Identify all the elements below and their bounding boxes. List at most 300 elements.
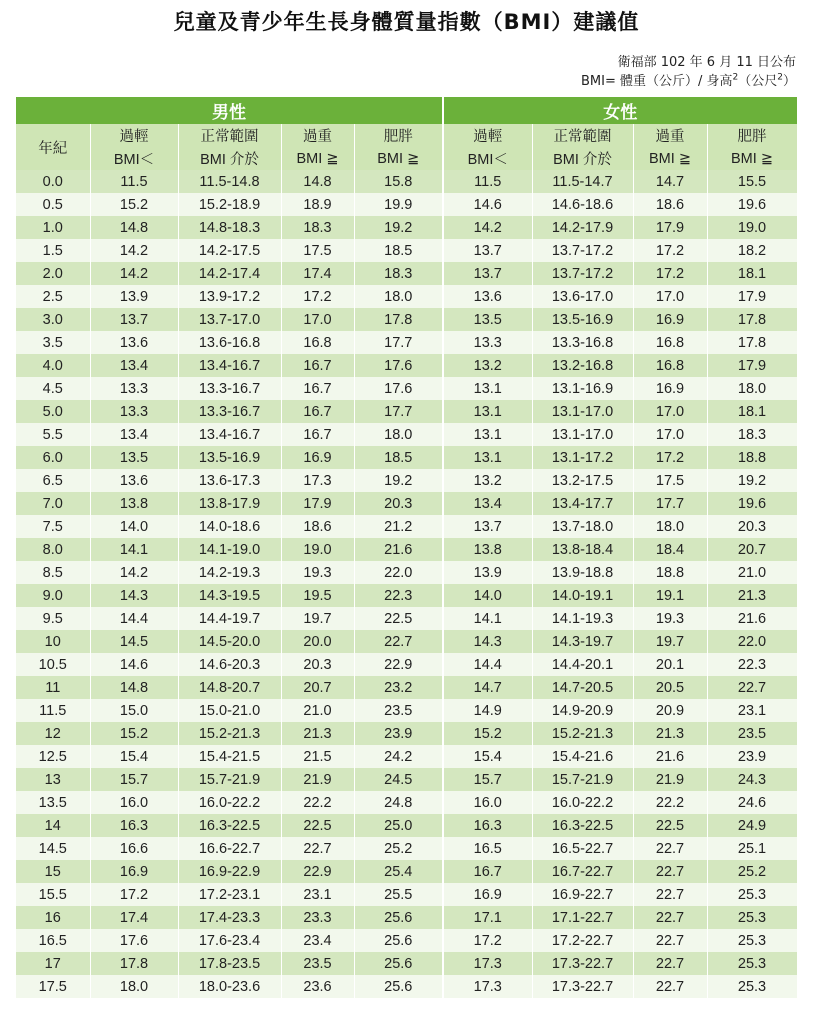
female-underweight-cell: 13.6 — [443, 285, 532, 308]
female-normal-cell: 15.7-21.9 — [532, 768, 633, 791]
category-header-row — [16, 124, 797, 147]
female-normal-cell: 14.9-20.9 — [532, 699, 633, 722]
female-overweight-cell: 21.6 — [633, 745, 707, 768]
male-normal-criteria: BMI 介於 — [178, 147, 281, 170]
male-obese-cell: 21.2 — [354, 515, 443, 538]
female-underweight-header: 過輕 — [443, 124, 532, 147]
table-row — [16, 906, 797, 929]
criteria-header-row — [16, 147, 797, 170]
age-cell: 10 — [16, 630, 90, 653]
female-header: 女性 — [443, 97, 797, 124]
female-underweight-criteria: BMI＜ — [443, 147, 532, 170]
age-cell: 4.5 — [16, 377, 90, 400]
female-underweight-cell: 14.9 — [443, 699, 532, 722]
female-obese-cell: 24.3 — [707, 768, 797, 791]
male-underweight-cell: 13.6 — [90, 331, 178, 354]
table-row — [16, 469, 797, 492]
male-obese-cell: 17.7 — [354, 331, 443, 354]
male-underweight-cell: 11.5 — [90, 170, 178, 193]
male-overweight-cell: 19.0 — [281, 538, 354, 561]
female-overweight-cell: 22.7 — [633, 883, 707, 906]
male-overweight-cell: 21.0 — [281, 699, 354, 722]
male-overweight-cell: 23.6 — [281, 975, 354, 998]
male-underweight-cell: 13.4 — [90, 354, 178, 377]
female-overweight-cell: 16.9 — [633, 308, 707, 331]
table-row — [16, 860, 797, 883]
female-obese-cell: 25.3 — [707, 883, 797, 906]
table-row — [16, 929, 797, 952]
male-overweight-cell: 17.4 — [281, 262, 354, 285]
female-underweight-cell: 13.1 — [443, 423, 532, 446]
female-overweight-cell: 17.5 — [633, 469, 707, 492]
female-normal-cell: 13.1-17.2 — [532, 446, 633, 469]
male-normal-cell: 14.1-19.0 — [178, 538, 281, 561]
male-obese-cell: 25.2 — [354, 837, 443, 860]
female-obese-cell: 18.3 — [707, 423, 797, 446]
male-underweight-cell: 14.1 — [90, 538, 178, 561]
age-cell: 9.5 — [16, 607, 90, 630]
male-underweight-cell: 15.2 — [90, 722, 178, 745]
male-overweight-cell: 17.2 — [281, 285, 354, 308]
male-overweight-cell: 17.5 — [281, 239, 354, 262]
female-underweight-cell: 13.2 — [443, 354, 532, 377]
age-cell: 13.5 — [16, 791, 90, 814]
female-normal-cell: 11.5-14.7 — [532, 170, 633, 193]
male-normal-cell: 14.3-19.5 — [178, 584, 281, 607]
female-normal-cell: 13.7-17.2 — [532, 262, 633, 285]
male-normal-cell: 13.7-17.0 — [178, 308, 281, 331]
male-underweight-cell: 14.2 — [90, 561, 178, 584]
age-cell: 8.0 — [16, 538, 90, 561]
male-obese-cell: 25.6 — [354, 952, 443, 975]
female-underweight-cell: 13.1 — [443, 377, 532, 400]
female-overweight-cell: 22.2 — [633, 791, 707, 814]
bmi-table — [16, 97, 798, 998]
table-row — [16, 492, 797, 515]
male-obese-cell: 25.4 — [354, 860, 443, 883]
age-cell: 1.0 — [16, 216, 90, 239]
male-underweight-cell: 16.0 — [90, 791, 178, 814]
male-underweight-cell: 16.9 — [90, 860, 178, 883]
male-normal-cell: 14.2-17.5 — [178, 239, 281, 262]
male-overweight-cell: 16.7 — [281, 423, 354, 446]
female-overweight-cell: 17.7 — [633, 492, 707, 515]
male-obese-cell: 22.5 — [354, 607, 443, 630]
table-row — [16, 446, 797, 469]
female-underweight-cell: 13.8 — [443, 538, 532, 561]
table-row — [16, 239, 797, 262]
female-normal-cell: 17.1-22.7 — [532, 906, 633, 929]
female-overweight-cell: 16.8 — [633, 354, 707, 377]
male-obese-cell: 17.6 — [354, 354, 443, 377]
female-obese-cell: 24.6 — [707, 791, 797, 814]
male-underweight-cell: 13.5 — [90, 446, 178, 469]
female-underweight-cell: 14.3 — [443, 630, 532, 653]
male-normal-cell: 14.2-17.4 — [178, 262, 281, 285]
male-obese-cell: 25.5 — [354, 883, 443, 906]
female-underweight-cell: 14.6 — [443, 193, 532, 216]
female-normal-cell: 13.6-17.0 — [532, 285, 633, 308]
male-obese-cell: 17.7 — [354, 400, 443, 423]
female-normal-cell: 14.2-17.9 — [532, 216, 633, 239]
male-normal-cell: 13.5-16.9 — [178, 446, 281, 469]
female-normal-cell: 14.7-20.5 — [532, 676, 633, 699]
female-overweight-cell: 19.3 — [633, 607, 707, 630]
male-overweight-cell: 20.0 — [281, 630, 354, 653]
female-normal-cell: 16.3-22.5 — [532, 814, 633, 837]
male-overweight-cell: 23.3 — [281, 906, 354, 929]
female-overweight-cell: 22.7 — [633, 952, 707, 975]
table-row — [16, 584, 797, 607]
male-normal-cell: 14.2-19.3 — [178, 561, 281, 584]
male-underweight-cell: 17.2 — [90, 883, 178, 906]
female-overweight-cell: 18.4 — [633, 538, 707, 561]
female-underweight-cell: 16.0 — [443, 791, 532, 814]
female-underweight-cell: 17.2 — [443, 929, 532, 952]
age-header: 年紀 — [16, 124, 90, 170]
female-normal-cell: 15.2-21.3 — [532, 722, 633, 745]
female-underweight-cell: 16.5 — [443, 837, 532, 860]
male-underweight-cell: 13.3 — [90, 377, 178, 400]
female-underweight-cell: 16.3 — [443, 814, 532, 837]
age-cell: 15 — [16, 860, 90, 883]
male-normal-cell: 16.9-22.9 — [178, 860, 281, 883]
female-underweight-cell: 15.4 — [443, 745, 532, 768]
female-normal-cell: 16.0-22.2 — [532, 791, 633, 814]
female-underweight-cell: 13.3 — [443, 331, 532, 354]
female-underweight-cell: 14.4 — [443, 653, 532, 676]
female-underweight-cell: 14.7 — [443, 676, 532, 699]
male-normal-cell: 17.4-23.3 — [178, 906, 281, 929]
formula-power: 2 — [732, 72, 739, 83]
table-body — [16, 170, 797, 998]
formula-prefix: BMI= 體重（公斤）/ 身高 — [580, 74, 733, 89]
female-underweight-cell: 13.7 — [443, 262, 532, 285]
female-obese-cell: 18.1 — [707, 400, 797, 423]
female-obese-cell: 17.9 — [707, 285, 797, 308]
male-overweight-cell: 23.1 — [281, 883, 354, 906]
female-underweight-cell: 13.9 — [443, 561, 532, 584]
female-normal-cell: 13.2-17.5 — [532, 469, 633, 492]
male-obese-cell: 22.0 — [354, 561, 443, 584]
male-obese-cell: 22.9 — [354, 653, 443, 676]
female-underweight-cell: 13.7 — [443, 515, 532, 538]
male-normal-cell: 15.2-18.9 — [178, 193, 281, 216]
male-overweight-cell: 14.8 — [281, 170, 354, 193]
male-obese-cell: 19.2 — [354, 469, 443, 492]
male-obese-cell: 25.0 — [354, 814, 443, 837]
female-overweight-cell: 22.5 — [633, 814, 707, 837]
female-normal-cell: 14.4-20.1 — [532, 653, 633, 676]
male-obese-cell: 25.6 — [354, 906, 443, 929]
female-normal-cell: 13.5-16.9 — [532, 308, 633, 331]
age-cell: 11 — [16, 676, 90, 699]
female-obese-criteria: BMI ≧ — [707, 147, 797, 170]
female-obese-cell: 18.1 — [707, 262, 797, 285]
table-row — [16, 768, 797, 791]
age-cell: 6.0 — [16, 446, 90, 469]
female-underweight-cell: 17.3 — [443, 975, 532, 998]
male-normal-cell: 16.6-22.7 — [178, 837, 281, 860]
female-normal-cell: 17.3-22.7 — [532, 952, 633, 975]
table-row — [16, 423, 797, 446]
female-underweight-cell: 13.4 — [443, 492, 532, 515]
female-overweight-cell: 20.5 — [633, 676, 707, 699]
age-cell: 10.5 — [16, 653, 90, 676]
male-normal-cell: 17.2-23.1 — [178, 883, 281, 906]
female-overweight-cell: 21.9 — [633, 768, 707, 791]
male-underweight-cell: 17.6 — [90, 929, 178, 952]
female-normal-cell: 14.6-18.6 — [532, 193, 633, 216]
female-normal-criteria: BMI 介於 — [532, 147, 633, 170]
male-underweight-cell: 16.3 — [90, 814, 178, 837]
female-overweight-cell: 22.7 — [633, 929, 707, 952]
male-underweight-cell: 14.8 — [90, 676, 178, 699]
table-row — [16, 722, 797, 745]
male-obese-cell: 24.8 — [354, 791, 443, 814]
male-overweight-cell: 23.5 — [281, 952, 354, 975]
female-normal-cell: 13.1-17.0 — [532, 423, 633, 446]
male-overweight-cell: 16.8 — [281, 331, 354, 354]
age-cell: 15.5 — [16, 883, 90, 906]
male-overweight-cell: 18.9 — [281, 193, 354, 216]
male-normal-cell: 17.6-23.4 — [178, 929, 281, 952]
male-underweight-header: 過輕 — [90, 124, 178, 147]
male-normal-cell: 13.3-16.7 — [178, 377, 281, 400]
table-row — [16, 285, 797, 308]
female-obese-cell: 19.6 — [707, 492, 797, 515]
male-obese-cell: 23.5 — [354, 699, 443, 722]
female-obese-cell: 21.3 — [707, 584, 797, 607]
male-overweight-cell: 16.7 — [281, 400, 354, 423]
male-obese-criteria: BMI ≧ — [354, 147, 443, 170]
male-underweight-cell: 14.5 — [90, 630, 178, 653]
male-underweight-cell: 15.7 — [90, 768, 178, 791]
male-obese-cell: 25.6 — [354, 929, 443, 952]
age-cell: 14 — [16, 814, 90, 837]
female-overweight-cell: 20.9 — [633, 699, 707, 722]
male-underweight-criteria: BMI＜ — [90, 147, 178, 170]
table-row — [16, 193, 797, 216]
female-overweight-cell: 22.7 — [633, 860, 707, 883]
female-overweight-criteria: BMI ≧ — [633, 147, 707, 170]
female-obese-cell: 21.0 — [707, 561, 797, 584]
source-note: 衛福部 102 年 6 月 11 日公布 — [617, 55, 796, 70]
page-title: 兒童及青少年生長身體質量指數（BMI）建議值 — [173, 10, 640, 34]
male-normal-header: 正常範圍 — [178, 124, 281, 147]
male-underweight-cell: 13.3 — [90, 400, 178, 423]
male-obese-cell: 18.0 — [354, 285, 443, 308]
female-overweight-cell: 21.3 — [633, 722, 707, 745]
female-underweight-cell: 14.0 — [443, 584, 532, 607]
female-obese-cell: 25.2 — [707, 860, 797, 883]
male-underweight-cell: 14.0 — [90, 515, 178, 538]
female-obese-cell: 20.7 — [707, 538, 797, 561]
male-normal-cell: 16.0-22.2 — [178, 791, 281, 814]
female-obese-cell: 22.0 — [707, 630, 797, 653]
female-overweight-cell: 18.8 — [633, 561, 707, 584]
female-normal-cell: 16.5-22.7 — [532, 837, 633, 860]
male-obese-cell: 23.9 — [354, 722, 443, 745]
male-normal-cell: 13.8-17.9 — [178, 492, 281, 515]
female-overweight-cell: 17.0 — [633, 285, 707, 308]
table-row — [16, 653, 797, 676]
male-underweight-cell: 17.4 — [90, 906, 178, 929]
formula-power: 2 — [777, 72, 783, 83]
female-underweight-cell: 14.2 — [443, 216, 532, 239]
male-obese-cell: 22.3 — [354, 584, 443, 607]
table-row — [16, 699, 797, 722]
age-cell: 12.5 — [16, 745, 90, 768]
male-normal-cell: 16.3-22.5 — [178, 814, 281, 837]
female-normal-cell: 13.1-17.0 — [532, 400, 633, 423]
male-underweight-cell: 15.2 — [90, 193, 178, 216]
age-cell: 11.5 — [16, 699, 90, 722]
male-overweight-cell: 22.5 — [281, 814, 354, 837]
age-cell: 0.5 — [16, 193, 90, 216]
male-normal-cell: 18.0-23.6 — [178, 975, 281, 998]
table-row — [16, 377, 797, 400]
table-row — [16, 837, 797, 860]
male-normal-cell: 14.4-19.7 — [178, 607, 281, 630]
male-underweight-cell: 13.7 — [90, 308, 178, 331]
female-normal-cell: 17.3-22.7 — [532, 975, 633, 998]
male-obese-cell: 22.7 — [354, 630, 443, 653]
female-normal-cell: 16.7-22.7 — [532, 860, 633, 883]
male-overweight-cell: 17.9 — [281, 492, 354, 515]
male-obese-cell: 15.8 — [354, 170, 443, 193]
male-obese-cell: 20.3 — [354, 492, 443, 515]
table-row — [16, 170, 797, 193]
male-overweight-cell: 18.6 — [281, 515, 354, 538]
female-normal-cell: 14.3-19.7 — [532, 630, 633, 653]
female-underweight-cell: 17.3 — [443, 952, 532, 975]
female-obese-cell: 25.1 — [707, 837, 797, 860]
female-overweight-cell: 18.6 — [633, 193, 707, 216]
male-obese-cell: 18.0 — [354, 423, 443, 446]
female-underweight-cell: 13.7 — [443, 239, 532, 262]
male-overweight-cell: 20.7 — [281, 676, 354, 699]
male-overweight-cell: 21.9 — [281, 768, 354, 791]
male-underweight-cell: 18.0 — [90, 975, 178, 998]
table-row — [16, 952, 797, 975]
female-obese-cell: 19.6 — [707, 193, 797, 216]
male-normal-cell: 13.4-16.7 — [178, 423, 281, 446]
age-cell: 5.5 — [16, 423, 90, 446]
male-obese-cell: 17.8 — [354, 308, 443, 331]
female-normal-cell: 13.7-17.2 — [532, 239, 633, 262]
male-normal-cell: 13.6-16.8 — [178, 331, 281, 354]
female-obese-cell: 17.8 — [707, 308, 797, 331]
female-underweight-cell: 13.1 — [443, 446, 532, 469]
male-obese-header: 肥胖 — [354, 124, 443, 147]
male-underweight-cell: 14.6 — [90, 653, 178, 676]
male-underweight-cell: 14.2 — [90, 262, 178, 285]
age-cell: 0.0 — [16, 170, 90, 193]
female-underweight-cell: 11.5 — [443, 170, 532, 193]
female-obese-cell: 25.3 — [707, 975, 797, 998]
female-obese-cell: 22.3 — [707, 653, 797, 676]
female-obese-cell: 18.0 — [707, 377, 797, 400]
age-cell: 2.5 — [16, 285, 90, 308]
female-normal-cell: 13.7-18.0 — [532, 515, 633, 538]
male-normal-cell: 14.8-18.3 — [178, 216, 281, 239]
female-normal-cell: 13.3-16.8 — [532, 331, 633, 354]
table-row — [16, 216, 797, 239]
age-cell: 16.5 — [16, 929, 90, 952]
table-row — [16, 676, 797, 699]
age-cell: 6.5 — [16, 469, 90, 492]
female-obese-cell: 25.3 — [707, 906, 797, 929]
age-cell: 1.5 — [16, 239, 90, 262]
male-normal-cell: 15.2-21.3 — [178, 722, 281, 745]
male-obese-cell: 21.6 — [354, 538, 443, 561]
female-underweight-cell: 14.1 — [443, 607, 532, 630]
table-row — [16, 814, 797, 837]
table-row — [16, 607, 797, 630]
male-underweight-cell: 13.6 — [90, 469, 178, 492]
female-underweight-cell: 15.2 — [443, 722, 532, 745]
female-normal-cell: 13.2-16.8 — [532, 354, 633, 377]
age-cell: 17 — [16, 952, 90, 975]
male-obese-cell: 25.6 — [354, 975, 443, 998]
female-obese-cell: 19.2 — [707, 469, 797, 492]
female-overweight-cell: 17.2 — [633, 239, 707, 262]
male-overweight-cell: 19.5 — [281, 584, 354, 607]
female-obese-cell: 24.9 — [707, 814, 797, 837]
female-obese-cell: 21.6 — [707, 607, 797, 630]
male-underweight-cell: 14.3 — [90, 584, 178, 607]
age-cell: 5.0 — [16, 400, 90, 423]
male-overweight-criteria: BMI ≧ — [281, 147, 354, 170]
female-normal-cell: 16.9-22.7 — [532, 883, 633, 906]
male-underweight-cell: 14.4 — [90, 607, 178, 630]
male-normal-cell: 14.0-18.6 — [178, 515, 281, 538]
male-obese-cell: 19.9 — [354, 193, 443, 216]
table-row — [16, 262, 797, 285]
age-cell: 13 — [16, 768, 90, 791]
male-obese-cell: 19.2 — [354, 216, 443, 239]
male-obese-cell: 24.2 — [354, 745, 443, 768]
female-overweight-cell: 17.0 — [633, 423, 707, 446]
male-normal-cell: 13.4-16.7 — [178, 354, 281, 377]
female-underweight-cell: 13.5 — [443, 308, 532, 331]
female-overweight-cell: 19.7 — [633, 630, 707, 653]
male-header: 男性 — [16, 97, 443, 124]
male-underweight-cell: 13.9 — [90, 285, 178, 308]
male-underweight-cell: 17.8 — [90, 952, 178, 975]
female-underweight-cell: 17.1 — [443, 906, 532, 929]
table-row — [16, 630, 797, 653]
female-overweight-header: 過重 — [633, 124, 707, 147]
male-overweight-cell: 20.3 — [281, 653, 354, 676]
female-obese-cell: 20.3 — [707, 515, 797, 538]
male-overweight-cell: 22.2 — [281, 791, 354, 814]
female-obese-cell: 22.7 — [707, 676, 797, 699]
female-obese-cell: 23.9 — [707, 745, 797, 768]
male-overweight-cell: 19.7 — [281, 607, 354, 630]
male-overweight-cell: 18.3 — [281, 216, 354, 239]
table-row — [16, 791, 797, 814]
male-overweight-header: 過重 — [281, 124, 354, 147]
female-obese-cell: 19.0 — [707, 216, 797, 239]
male-overweight-cell: 21.3 — [281, 722, 354, 745]
male-normal-cell: 13.3-16.7 — [178, 400, 281, 423]
male-overweight-cell: 19.3 — [281, 561, 354, 584]
female-overweight-cell: 16.8 — [633, 331, 707, 354]
male-normal-cell: 17.8-23.5 — [178, 952, 281, 975]
female-overweight-cell: 14.7 — [633, 170, 707, 193]
